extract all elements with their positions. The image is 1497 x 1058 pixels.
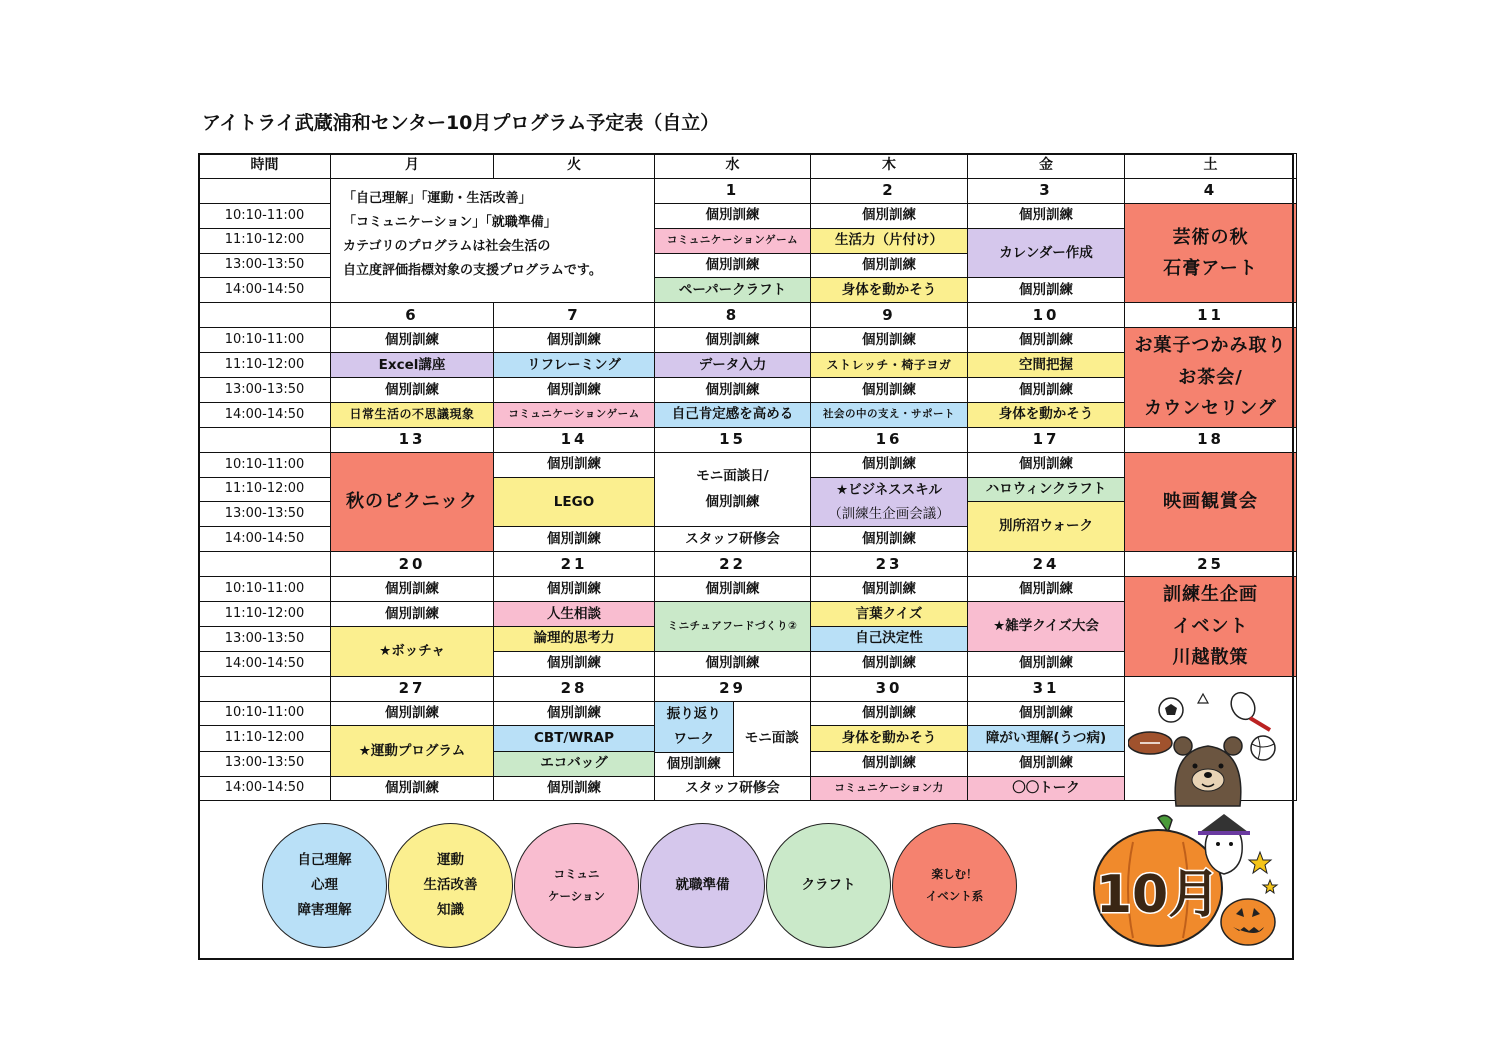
program-cell: 個別訓練 — [968, 328, 1125, 353]
program-cell: 個別訓練 — [811, 527, 968, 552]
date-cell: 16 — [811, 427, 968, 452]
time-slot: 14:00-14:50 — [199, 651, 331, 676]
time-slot: 13:00-13:50 — [199, 626, 331, 651]
program-cell: 人生相談 — [494, 602, 655, 627]
time-slot: 11:10-12:00 — [199, 726, 331, 751]
program-cell: 個別訓練 — [968, 378, 1125, 403]
program-cell: ハロウィンクラフト — [968, 477, 1125, 502]
program-cell: 個別訓練 — [494, 776, 655, 801]
program-cell: 身体を動かそう — [811, 278, 968, 303]
event-cell: 訓練生企画 イベント 川越散策 — [1125, 577, 1297, 677]
program-cell: Excel講座 — [331, 353, 494, 378]
note-line: カテゴリのプログラムは社会生活の — [343, 238, 551, 254]
header-tue: 火 — [494, 154, 655, 179]
event-cell: 秋のピクニック — [331, 452, 494, 552]
pumpkin-text: 10月 — [1095, 865, 1221, 925]
date-cell: 14 — [494, 427, 655, 452]
program-cell: LEGO — [494, 477, 655, 527]
date-cell: 29 — [655, 676, 811, 701]
date-cell: 7 — [494, 303, 655, 328]
time-slot: 10:10-11:00 — [199, 701, 331, 726]
time-slot: 13:00-13:50 — [199, 751, 331, 776]
time-slot: 11:10-12:00 — [199, 228, 331, 253]
program-cell: 社会の中の支え・サポート — [811, 402, 968, 427]
program-cell: 個別訓練 — [494, 701, 655, 726]
page-title: アイトライ武蔵浦和センター10月プログラム予定表（自立） — [202, 112, 720, 134]
legend-communication: コミュニ ケーション — [514, 823, 639, 948]
note-line: 「自己理解」「運動・生活改善」 — [343, 190, 532, 206]
program-cell: ストレッチ・椅子ヨガ — [811, 353, 968, 378]
event-cell: 映画観賞会 — [1125, 452, 1297, 552]
program-cell: 個別訓練 — [494, 651, 655, 676]
pumpkin-october-illustration — [1088, 812, 1283, 952]
program-cell: 個別訓練 — [811, 577, 968, 602]
date-cell: 3 — [968, 178, 1125, 203]
date-cell: 27 — [331, 676, 494, 701]
event-cell: 芸術の秋 石膏アート — [1125, 203, 1297, 303]
program-cell: ★ボッチャ — [331, 626, 494, 676]
date-cell: 15 — [655, 427, 811, 452]
program-cell: 個別訓練 — [494, 452, 655, 477]
program-cell: 個別訓練 — [811, 328, 968, 353]
program-cell: データ入力 — [655, 353, 811, 378]
date-cell: 10 — [968, 303, 1125, 328]
date-cell: 22 — [655, 552, 811, 577]
program-cell: コミュニケーションゲーム — [494, 402, 655, 427]
program-cell: 自己肯定感を高める — [655, 402, 811, 427]
program-cell: 個別訓練 — [494, 328, 655, 353]
program-cell: 個別訓練 — [811, 203, 968, 228]
time-slot: 10:10-11:00 — [199, 452, 331, 477]
program-cell: 個別訓練 — [811, 701, 968, 726]
date-cell: 31 — [968, 676, 1125, 701]
program-cell: 個別訓練 — [655, 328, 811, 353]
program-cell: 個別訓練 — [811, 651, 968, 676]
date-cell: 18 — [1125, 427, 1297, 452]
time-slot: 14:00-14:50 — [199, 776, 331, 801]
note-line: 自立度評価指標対象の支援プログラムです。 — [343, 263, 602, 279]
program-cell: 個別訓練 — [968, 651, 1125, 676]
date-cell: 17 — [968, 427, 1125, 452]
date-cell: 23 — [811, 552, 968, 577]
date-cell: 11 — [1125, 303, 1297, 328]
program-cell: 自己決定性 — [811, 626, 968, 651]
program-cell: 〇〇トーク — [968, 776, 1125, 801]
program-cell: 個別訓練 — [655, 378, 811, 403]
program-cell: 個別訓練 — [655, 577, 811, 602]
program-cell: リフレーミング — [494, 353, 655, 378]
legend-job-preparation: 就職準備 — [640, 823, 765, 948]
bear-sports-illustration — [1128, 688, 1293, 808]
program-cell: 個別訓練 — [331, 577, 494, 602]
time-slot: 13:00-13:50 — [199, 502, 331, 527]
program-cell: 個別訓練 — [811, 253, 968, 278]
program-cell: 個別訓練 — [968, 278, 1125, 303]
program-cell: CBT/WRAP — [494, 726, 655, 751]
date-cell: 9 — [811, 303, 968, 328]
legend-craft: クラフト — [766, 823, 891, 948]
program-cell: 個別訓練 — [811, 452, 968, 477]
header-wed: 水 — [655, 154, 811, 179]
header-fri: 金 — [968, 154, 1125, 179]
program-cell: 個別訓練 — [494, 527, 655, 552]
date-cell: 4 — [1125, 178, 1297, 203]
time-slot: 14:00-14:50 — [199, 527, 331, 552]
program-cell: 個別訓練 — [494, 577, 655, 602]
note-line: 「コミュニケーション」「就職準備」 — [343, 214, 557, 230]
program-cell: 個別訓練 — [331, 328, 494, 353]
program-cell: ペーパークラフト — [655, 278, 811, 303]
program-cell: 個別訓練 — [494, 378, 655, 403]
date-cell: 8 — [655, 303, 811, 328]
program-cell: モニ面談 — [744, 730, 799, 747]
date-cell: 24 — [968, 552, 1125, 577]
program-cell: 個別訓練 — [811, 378, 968, 403]
date-cell: 1 — [655, 178, 811, 203]
program-cell: コミュニケーション力 — [811, 776, 968, 801]
time-slot: 11:10-12:00 — [199, 602, 331, 627]
program-cell: 別所沼ウォーク — [968, 502, 1125, 552]
time-slot: 11:10-12:00 — [199, 353, 331, 378]
program-cell: 個別訓練 — [331, 776, 494, 801]
program-cell: 個別訓練 — [968, 701, 1125, 726]
date-cell: 2 — [811, 178, 968, 203]
date-cell: 30 — [811, 676, 968, 701]
program-cell: 個別訓練 — [655, 253, 811, 278]
program-cell: 個別訓練 — [655, 651, 811, 676]
program-cell: ★ビジネススキル （訓練生企画会議） — [811, 477, 968, 527]
time-slot: 11:10-12:00 — [199, 477, 331, 502]
program-cell: 個別訓練 — [968, 452, 1125, 477]
program-cell: 論理的思考力 — [494, 626, 655, 651]
legend-fun-events: 楽しむ！ イベント系 — [892, 823, 1017, 948]
date-cell: 20 — [331, 552, 494, 577]
program-cell: モニ面談日/ 個別訓練 — [655, 452, 811, 527]
legend-self-understanding: 自己理解 心理 障害理解 — [262, 823, 387, 948]
time-slot: 14:00-14:50 — [199, 402, 331, 427]
program-cell: 障がい理解(うつ病) — [968, 726, 1125, 751]
date-cell: 6 — [331, 303, 494, 328]
program-cell: 個別訓練 — [331, 602, 494, 627]
program-cell: 個別訓練 — [811, 751, 968, 776]
date-cell: 13 — [331, 427, 494, 452]
event-cell: お菓子つかみ取り お茶会/ カウンセリング — [1125, 328, 1297, 428]
program-cell: 言葉クイズ — [811, 602, 968, 627]
header-thu: 木 — [811, 154, 968, 179]
program-cell: カレンダー作成 — [968, 228, 1125, 278]
program-cell: ★雑学クイズ大会 — [968, 602, 1125, 652]
date-cell: 28 — [494, 676, 655, 701]
program-cell: 個別訓練 — [968, 577, 1125, 602]
program-cell: エコバッグ — [494, 751, 655, 776]
program-cell: 個別訓練 — [968, 751, 1125, 776]
program-cell: 個別訓練 — [968, 203, 1125, 228]
program-cell: 身体を動かそう — [968, 402, 1125, 427]
time-slot: 10:10-11:00 — [199, 203, 331, 228]
program-cell: 空間把握 — [968, 353, 1125, 378]
legend-exercise-lifestyle: 運動 生活改善 知識 — [388, 823, 513, 948]
program-cell: ★運動プログラム — [331, 726, 494, 776]
program-cell: 生活力（片付け） — [811, 228, 968, 253]
date-cell: 21 — [494, 552, 655, 577]
time-slot: 14:00-14:50 — [199, 278, 331, 303]
time-slot: 10:10-11:00 — [199, 328, 331, 353]
program-cell: 日常生活の不思議現象 — [331, 402, 494, 427]
program-cell: スタッフ研修会 — [655, 776, 811, 801]
program-cell: 個別訓練 — [655, 203, 811, 228]
program-cell: ミニチュアフードづくり② — [655, 602, 811, 652]
program-cell: コミュニケーションゲーム — [655, 228, 811, 253]
category-legend — [262, 823, 1022, 948]
program-cell: 振り返り ワーク — [655, 702, 733, 752]
program-cell: 個別訓練 — [655, 752, 733, 776]
program-cell: 個別訓練 — [331, 378, 494, 403]
time-slot: 13:00-13:50 — [199, 253, 331, 278]
time-slot: 10:10-11:00 — [199, 577, 331, 602]
program-cell: スタッフ研修会 — [655, 527, 811, 552]
time-slot: 13:00-13:50 — [199, 378, 331, 403]
header-sat: 土 — [1125, 154, 1297, 179]
date-cell: 25 — [1125, 552, 1297, 577]
header-mon: 月 — [331, 154, 494, 179]
program-cell: 身体を動かそう — [811, 726, 968, 751]
header-time: 時間 — [199, 154, 331, 179]
program-cell: 個別訓練 — [331, 701, 494, 726]
